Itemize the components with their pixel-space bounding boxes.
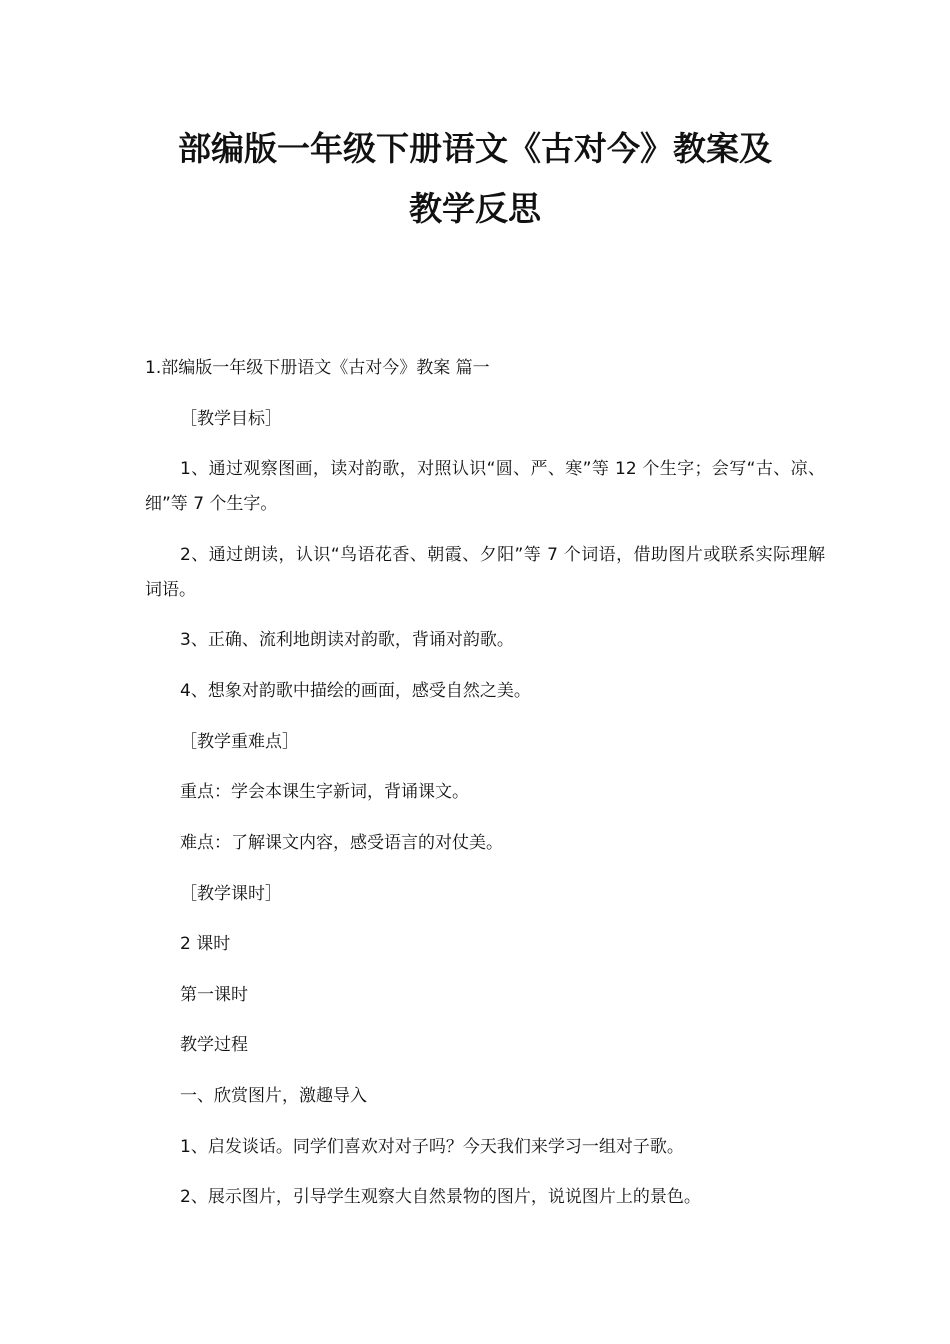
teaching-hours-label: ［教学课时］ [180,884,282,904]
part-1-heading: 一、欣赏图片，激趣导入 [180,1086,367,1106]
first-lesson-heading: 第一课时 [180,985,248,1005]
document-title-line-2: 教学反思 [409,189,541,228]
teaching-goals-label: ［教学目标］ [180,409,282,429]
process-step-1: 1、启发谈话。同学们喜欢对对子吗？今天我们来学习一组对子歌。 [180,1137,684,1157]
difficult-point: 难点：了解课文内容，感受语言的对仗美。 [180,833,503,853]
key-point: 重点：学会本课生字新词，背诵课文。 [180,782,469,802]
teaching-goal-1: 1、通过观察图画，读对韵歌，对照认识“圆、严、寒”等 12 个生字；会写“古、凉、细”等 7 个生字。 [145,459,825,514]
key-points-label: ［教学重难点］ [180,732,299,752]
teaching-process-heading: 教学过程 [180,1035,248,1055]
process-step-2: 2、展示图片，引导学生观察大自然景物的图片，说说图片上的景色。 [180,1187,701,1207]
teaching-goal-3: 3、正确、流利地朗读对韵歌，背诵对韵歌。 [180,630,514,650]
section-heading: 1.部编版一年级下册语文《古对今》教案 篇一 [145,358,490,378]
teaching-goal-2: 2、通过朗读，认识“鸟语花香、朝霞、夕阳”等 7 个词语，借助图片或联系实际理解词语。 [145,545,825,600]
document-title-line-1: 部编版一年级下册语文《古对今》教案及 [178,129,772,168]
teaching-goal-4: 4、想象对韵歌中描绘的画面，感受自然之美。 [180,681,531,701]
teaching-hours-value: 2 课时 [180,934,231,954]
